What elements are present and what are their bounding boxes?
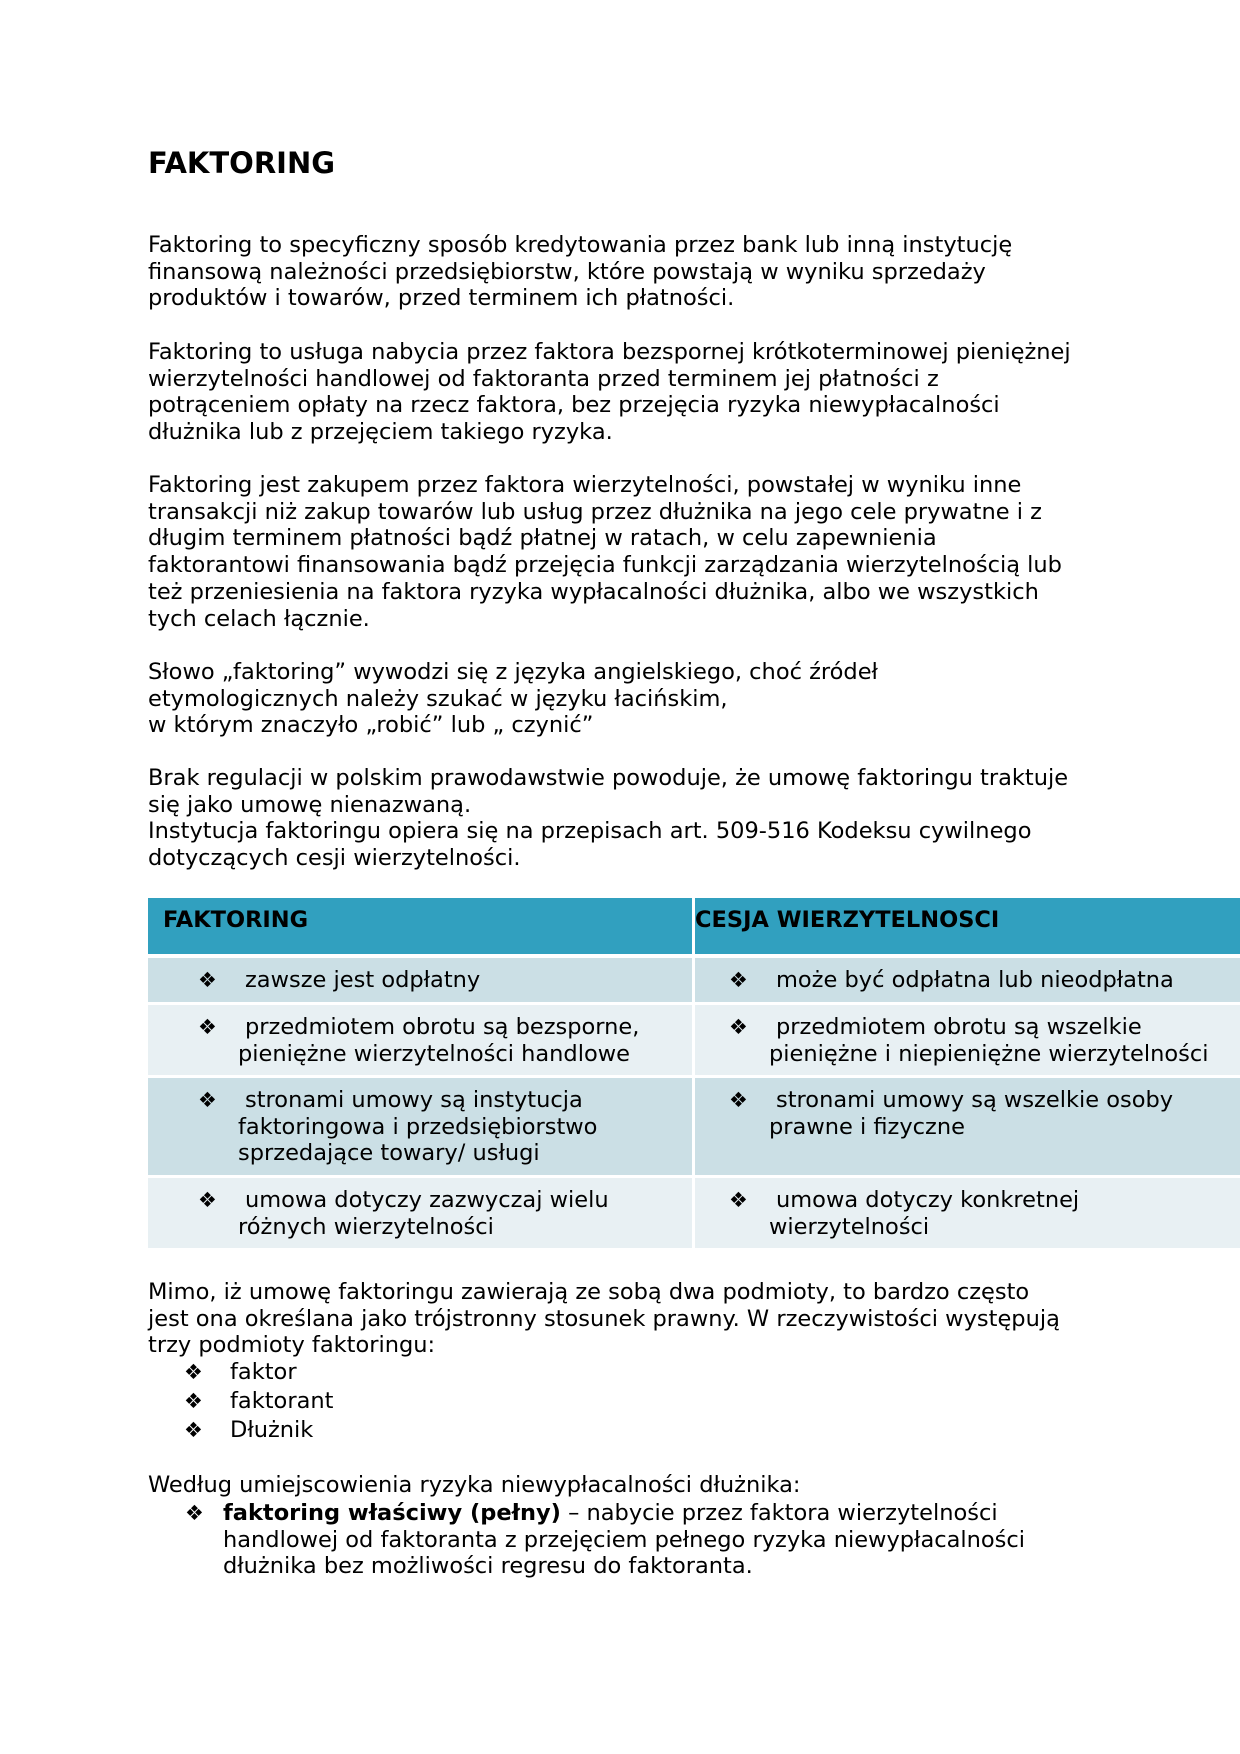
diamond-bullet-icon: ❖ — [198, 1088, 217, 1112]
text-line: dłużnika bez możliwości regresu do faktoranta. — [223, 1553, 753, 1580]
list-item-text: faktorant — [230, 1388, 334, 1414]
page-title: FAKTORING — [148, 146, 336, 180]
list-item-first-line — [223, 1500, 1025, 1527]
text-line: etymologicznych należy szukać w języku łacińskim, — [148, 685, 728, 712]
table-cell — [148, 1005, 692, 1075]
text-line: się jako umowę nienazwaną. — [148, 791, 472, 818]
diamond-bullet-icon: ❖ — [729, 1188, 748, 1212]
text-line: Instytucja faktoringu opiera się na przepisach art. 509-516 Kodeksu cywilnego — [148, 818, 1032, 845]
text-line: handlowej od faktoranta z przejęciem pełnego ryzyka niewypłacalności — [223, 1526, 1026, 1553]
text-line: produktów i towarów, przed terminem ich płatności. — [148, 285, 735, 312]
table-cell — [695, 1005, 1240, 1075]
diamond-bullet-icon: ❖ — [729, 968, 748, 992]
cell-text-line: pieniężne wierzytelności handlowe — [238, 1040, 630, 1067]
table-cell — [695, 958, 1240, 1002]
list-item — [184, 1416, 333, 1445]
cell-text-line: pieniężne i niepieniężne wierzytelności — [769, 1040, 1209, 1067]
comparison-table — [148, 898, 1240, 1251]
table-cell — [695, 1078, 1240, 1175]
table-row — [148, 958, 1240, 1002]
text-line: Brak regulacji w polskim prawodawstwie powoduje, że umowę faktoringu traktuje — [148, 765, 1069, 791]
cell-text-line: przedmiotem obrotu są wszelkie — [776, 1014, 1142, 1040]
paragraph-definition-1 — [148, 232, 1108, 312]
paragraph-risk-intro: Według umiejscowienia ryzyka niewypłacalności dłużnika: — [148, 1472, 801, 1498]
text-line: Faktoring to usługa nabycia przez faktora bezspornej krótkoterminowej pieniężnej — [148, 339, 1071, 365]
text-line: faktorantowi finansowania bądź przejęcia funkcji zarządzania wierzytelnością lub — [148, 552, 1062, 579]
cell-text-line: umowa dotyczy konkretnej — [776, 1187, 1080, 1213]
list-item-text: faktor — [230, 1359, 297, 1385]
diamond-bullet-icon: ❖ — [198, 1188, 217, 1212]
text-line: transakcji niż zakup towarów lub usług przez dłużnika na jego cele prywatne i z — [148, 498, 1042, 525]
paragraph-subjects — [148, 1279, 1108, 1359]
paragraph-etymology — [148, 659, 1108, 739]
table-cell — [695, 1178, 1240, 1248]
cell-text-line: zawsze jest odpłatny — [245, 967, 481, 993]
list-item — [185, 1500, 1026, 1580]
cell-text-line: może być odpłatna lub nieodpłatna — [776, 967, 1174, 993]
text-line: wierzytelności handlowej od faktoranta przed terminem jej płatności z — [148, 365, 939, 392]
cell-text-line: różnych wierzytelności — [238, 1213, 494, 1240]
text-line: finansową należności przedsiębiorstw, które powstają w wyniku sprzedaży — [148, 258, 986, 285]
paragraph-definition-3 — [148, 472, 1108, 632]
list-item — [184, 1358, 333, 1387]
text-line: dotyczących cesji wierzytelności. — [148, 845, 521, 872]
text-line: Mimo, iż umowę faktoringu zawierają ze sobą dwa podmioty, to bardzo często — [148, 1279, 1030, 1305]
diamond-bullet-icon: ❖ — [729, 1015, 748, 1039]
table-cell — [148, 958, 692, 1002]
diamond-bullet-icon: ❖ — [198, 1015, 217, 1039]
cell-text-line: umowa dotyczy zazwyczaj wielu — [245, 1187, 609, 1213]
text-line: trzy podmioty faktoringu: — [148, 1332, 436, 1359]
header-cell-cesja: CESJA WIERZYTELNOSCI — [695, 898, 1240, 954]
text-line: w którym znaczyło „robić” lub „ czynić” — [148, 712, 594, 739]
diamond-bullet-icon: ❖ — [184, 1360, 203, 1384]
diamond-bullet-icon: ❖ — [198, 968, 217, 992]
list-item-text: Dłużnik — [230, 1417, 314, 1443]
paragraph-legal-basis — [148, 765, 1108, 872]
subjects-list — [184, 1358, 334, 1445]
cell-text-line: stronami umowy są instytucja — [245, 1087, 583, 1113]
text-line: jest ona określana jako trójstronny stosunek prawny. W rzeczywistości występują — [148, 1305, 1060, 1332]
list-item — [184, 1387, 334, 1416]
cell-text-line: faktoringowa i przedsiębiorstwo — [238, 1113, 598, 1140]
text-line: dłużnika lub z przejęciem takiego ryzyka. — [148, 419, 613, 446]
diamond-bullet-icon: ❖ — [184, 1389, 203, 1413]
cell-text-line: stronami umowy są wszelkie osoby — [776, 1087, 1174, 1113]
cell-text-line: wierzytelności — [769, 1213, 930, 1240]
text-line: też przeniesienia na faktora ryzyka wypłacalności dłużnika, albo we wszystkich — [148, 578, 1039, 605]
paragraph-definition-2 — [148, 339, 1108, 446]
term-description: – nabycie przez faktora wierzytelności — [560, 1500, 998, 1526]
term-bold: faktoring właściwy (pełny) — [223, 1500, 561, 1526]
risk-list — [185, 1500, 1026, 1580]
header-cell-faktoring: FAKTORING — [148, 898, 692, 954]
table-cell — [148, 1178, 692, 1248]
text-line: Faktoring jest zakupem przez faktora wierzytelności, powstałej w wyniku inne — [148, 472, 1022, 498]
cell-text-line: przedmiotem obrotu są bezsporne, — [245, 1014, 640, 1040]
text-line: potrąceniem opłaty na rzecz faktora, bez przejęcia ryzyka niewypłacalności — [148, 392, 1000, 419]
diamond-bullet-icon: ❖ — [729, 1088, 748, 1112]
table-cell — [148, 1078, 692, 1175]
text-line: długim terminem płatności bądź płatnej w ratach, w celu zapewnienia — [148, 525, 937, 552]
table-header-row — [148, 898, 1240, 954]
text-line: Faktoring to specyficzny sposób kredytowania przez bank lub inną instytucję — [148, 232, 1013, 258]
text-line: tych celach łącznie. — [148, 605, 370, 632]
cell-text-line: sprzedające towary/ usługi — [238, 1140, 540, 1167]
table-row — [148, 1178, 1240, 1248]
diamond-bullet-icon: ❖ — [184, 1418, 203, 1442]
diamond-bullet-icon: ❖ — [185, 1501, 204, 1525]
cell-text-line: prawne i fizyczne — [769, 1113, 965, 1140]
text-line: Słowo „faktoring” wywodzi się z języka angielskiego, choć źródeł — [148, 659, 878, 685]
table-row — [148, 1005, 1240, 1075]
table-row — [148, 1078, 1240, 1175]
